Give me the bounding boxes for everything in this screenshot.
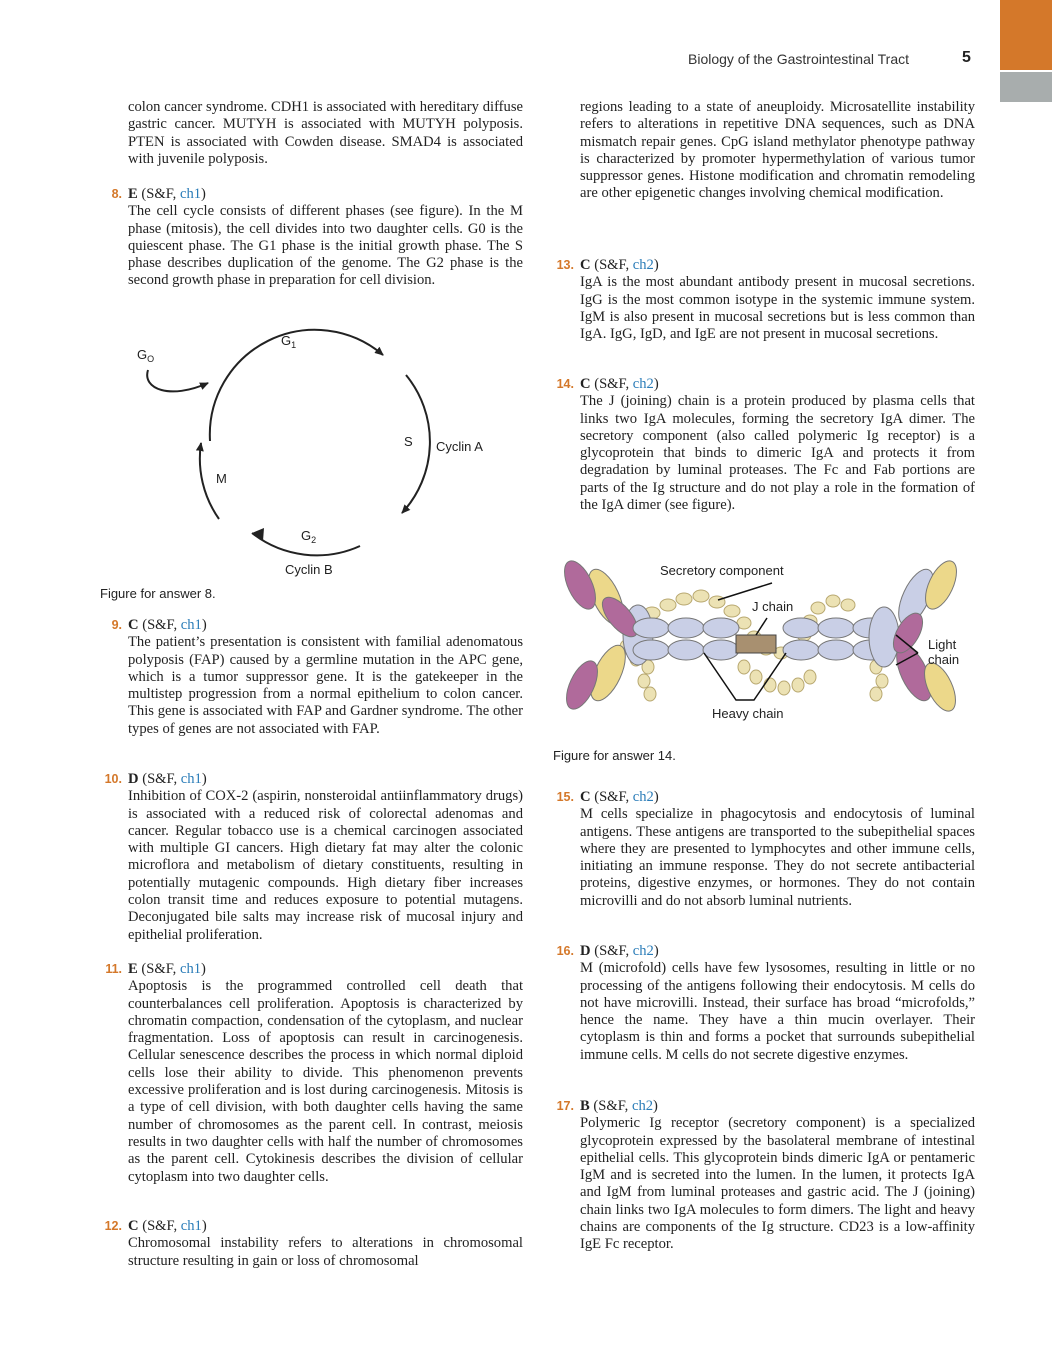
answer-letter: D: [580, 943, 591, 959]
answer-number: 17.: [556, 1099, 574, 1113]
answer-heading: B (S&F, ch2): [580, 1098, 658, 1114]
page-number: 5: [962, 49, 971, 66]
cyclin-b-label: Cyclin B: [285, 562, 333, 577]
answer-heading: C (S&F, ch1): [128, 617, 207, 633]
iga-dimer-figure: [556, 555, 976, 735]
answer-16: [556, 943, 975, 1064]
svg-text:G1: $G_1$: [281, 333, 297, 350]
answer-number: 15.: [556, 790, 574, 804]
j-chain-label: J chain: [752, 599, 794, 614]
figure-8-caption: Figure for answer 8.: [100, 586, 216, 601]
secretory-component-label: Secretory component: [660, 563, 784, 578]
answer-letter: C: [580, 376, 591, 392]
answer-heading: E (S&F, ch1): [128, 961, 206, 977]
answer-heading: D (S&F, ch1): [128, 771, 207, 787]
m-phase-label: M: [216, 471, 227, 486]
chapter-tab-gray: [1000, 72, 1052, 102]
answer-number: 16.: [556, 944, 574, 958]
svg-text:GO: $G_O$: [137, 347, 155, 364]
answer-number: 10.: [104, 772, 122, 786]
answer-letter: D: [128, 771, 139, 787]
answer-body: M (microfold) cells have few lysosomes, resulting in little or no processing of the antigens following their endocytosis. M cells do not have microvilli. Instead, their surface has broad “microfolds,” hence the name. They have a thin mucin overlayer. Their cytoplasm is thin and forms a pocket that surrounds subepithelial immune cells. M cells do not secrete digestive enzymes.: [580, 960, 975, 1063]
answer-letter: C: [580, 789, 591, 805]
heavy-chain-label: Heavy chain: [712, 706, 784, 721]
s-phase-label: S: [404, 434, 413, 449]
chapter-tab-orange: [1000, 0, 1052, 70]
answer-number: 14.: [556, 377, 574, 391]
answer-body: The J (joining) chain is a protein produced by plasma cells that links two IgA molecules, forming the secretory IgA dimer. The secretory component (also called polymeric Ig receptor) is a glycoprotein that binds to dimeric IgA and protects it from degradation by luminal proteases. The Fc and Fab portions are parts of the Ig structure and do not play a role in the formation of the IgA dimer (see figure).: [580, 393, 975, 514]
g0-label: G: [137, 347, 148, 362]
running-head: Biology of the Gastrointestinal Tract: [688, 51, 909, 67]
answer-heading: C (S&F, ch2): [580, 376, 659, 392]
chapter-link[interactable]: ch2: [632, 257, 654, 273]
cyclin-a-label: Cyclin A: [436, 439, 483, 454]
answer-heading: C (S&F, ch2): [580, 257, 659, 273]
cell-cycle-figure: [100, 325, 530, 583]
chapter-link[interactable]: ch2: [632, 789, 654, 805]
answer-heading: D (S&F, ch2): [580, 943, 659, 959]
chapter-link[interactable]: ch1: [179, 186, 202, 202]
answer-10: [104, 771, 523, 944]
chapter-link[interactable]: ch2: [631, 1098, 654, 1114]
answer-number: 12.: [104, 1219, 122, 1233]
answer-14: [556, 376, 975, 514]
answer-13: [556, 257, 975, 343]
chapter-link[interactable]: ch2: [632, 943, 654, 959]
g2-label: G: [301, 528, 312, 543]
answer-9: [111, 617, 523, 738]
chapter-link[interactable]: ch2: [632, 376, 654, 392]
answer-11: [105, 961, 523, 1186]
chapter-link[interactable]: ch1: [180, 1218, 202, 1234]
chapter-link[interactable]: ch1: [180, 617, 202, 633]
answer-body: The patient’s presentation is consistent with familial adenomatous polyposis (FAP) caused by a germline mutation in the APC gene, which is a tumor suppressor gene. It is the gatekeeper in the multistep progression from a normal epithelium to colon cancer. This gene is associated with FAP and Gardner syndrome. The other types of genes are not associated with FAP.: [128, 634, 523, 737]
svg-text:G2: $G_2$: [301, 528, 317, 545]
answer-15: [556, 789, 975, 910]
answer-letter: B: [580, 1098, 590, 1114]
answer-letter: C: [580, 257, 591, 273]
light-chain-label-1: Light: [928, 637, 957, 652]
figure-14-caption: Figure for answer 14.: [553, 748, 676, 763]
continued-text-left: colon cancer syndrome. CDH1 is associated with hereditary diffuse gastric cancer. MUTYH is associated with MUTYH polyposis. PTEN is associated with Cowden disease. SMAD4 is associated with juvenile polyposis.: [128, 99, 523, 167]
answer-heading: E (S&F, ch1): [128, 186, 206, 202]
answer-body: IgA is the most abundant antibody present in mucosal secretions. IgG is the most common isotype in the systemic immune system. IgM is also present in mucosal secretions but is less common than IgA. IgG, IgD, and IgE are not present in mucosal secretions.: [580, 274, 975, 343]
answer-number: 9.: [111, 618, 122, 632]
answer-body: M cells specialize in phagocytosis and endocytosis of luminal antigens. These antigens are transported to the subepithelial spaces where they are presented to lymphocytes and other immune cells, initiating an immune response. They do not secrete antibacterial proteins, digestive enzymes, or hormones. They do not contain microvilli and do not absorb luminal nutrients.: [580, 806, 975, 909]
answer-body: Chromosomal instability refers to alterations in chromosomal structure resulting in gain or loss of chromosomal: [128, 1235, 523, 1269]
answer-heading: C (S&F, ch1): [128, 1218, 207, 1234]
answer-letter: C: [128, 1218, 139, 1234]
g1-label: G: [281, 333, 292, 348]
continued-text-right: regions leading to a state of aneuploidy. Microsatellite instability refers to alterations in repetitive DNA sequences, such as DNA mismatch repair genes. CpG island methylator phenotype pathway is characterized by promoter hypermethylation of various tumor suppressor genes. Histone modification and chromatin remodeling are other epigenetic changes involving chemical modification.: [580, 99, 975, 202]
answer-letter: C: [128, 617, 139, 633]
answer-number: 11.: [105, 962, 122, 976]
answer-number: 13.: [556, 258, 574, 272]
answer-8: [111, 186, 523, 290]
chapter-link[interactable]: ch1: [179, 961, 202, 977]
answer-body: Inhibition of COX-2 (aspirin, nonsteroidal antiinflammatory drugs) is associated with a reduced risk of colorectal adenomas and cancer. Regular tobacco use is a chemical carcinogen associated with multiple GI cancers. High dietary fat may alter the colonic microflora and metabolism of dietary constituents, resulting in potentially mutagenic compounds. High dietary fiber increases colon transit time and reduces exposure to potential mutagens. Deconjugated bile salts may increase risk of mucosal injury and epithelial proliferation.: [128, 788, 523, 943]
answer-heading: C (S&F, ch2): [580, 789, 659, 805]
chapter-link[interactable]: ch1: [180, 771, 202, 787]
j-chain-block: [736, 635, 776, 653]
answer-number: 8.: [111, 187, 122, 201]
light-chain-label-2: chain: [928, 652, 960, 667]
answer-body: Apoptosis is the programmed controlled cell death that counterbalances cell proliferation. Apoptosis is characterized by chromatin compaction, condensation of the cytoplasm, and nuclear fragmentation. Loss of apoptosis can result in carcinogenesis. Cellular senescence describes the process in which normal diploid cells lose their ability to divide. This phenomenon prevents excessive proliferation and is lost during carcinogenesis. Mitosis is a type of cell division, with both daughter cells having the same number of chromosomes as the parent cell. In contrast, meiosis results in two daughter cells with half the number of chromosomes as the parent cell. Cytokinesis describes the division of cellular cytoplasm into two daughter cells.: [128, 978, 523, 1185]
answer-17: [556, 1098, 975, 1254]
answer-12: [104, 1218, 523, 1270]
answer-letter: E: [128, 961, 138, 977]
answer-letter: E: [128, 186, 138, 202]
answer-body: The cell cycle consists of different phases (see figure). In the M phase (mitosis), the cell divides into two daughter cells. G0 is the quiescent phase. The G1 phase is the initial growth phase. The S phase describes duplication of the genome. The G2 phase is the second growth phase in preparation for cell division.: [128, 203, 523, 289]
answer-body: Polymeric Ig receptor (secretory component) is a specialized glycoprotein expressed by the basolateral membrane of intestinal epithelial cells. This glycoprotein binds dimeric IgA or pentameric IgM and is secreted into the lumen. In the lumen, it protects IgA and IgM from luminal proteases and gastric acid. The J (joining) chain links two IgA molecules to form dimers. The light and heavy chains are components of the Ig structure. CD23 is a low-affinity IgE Fc receptor.: [580, 1115, 975, 1253]
